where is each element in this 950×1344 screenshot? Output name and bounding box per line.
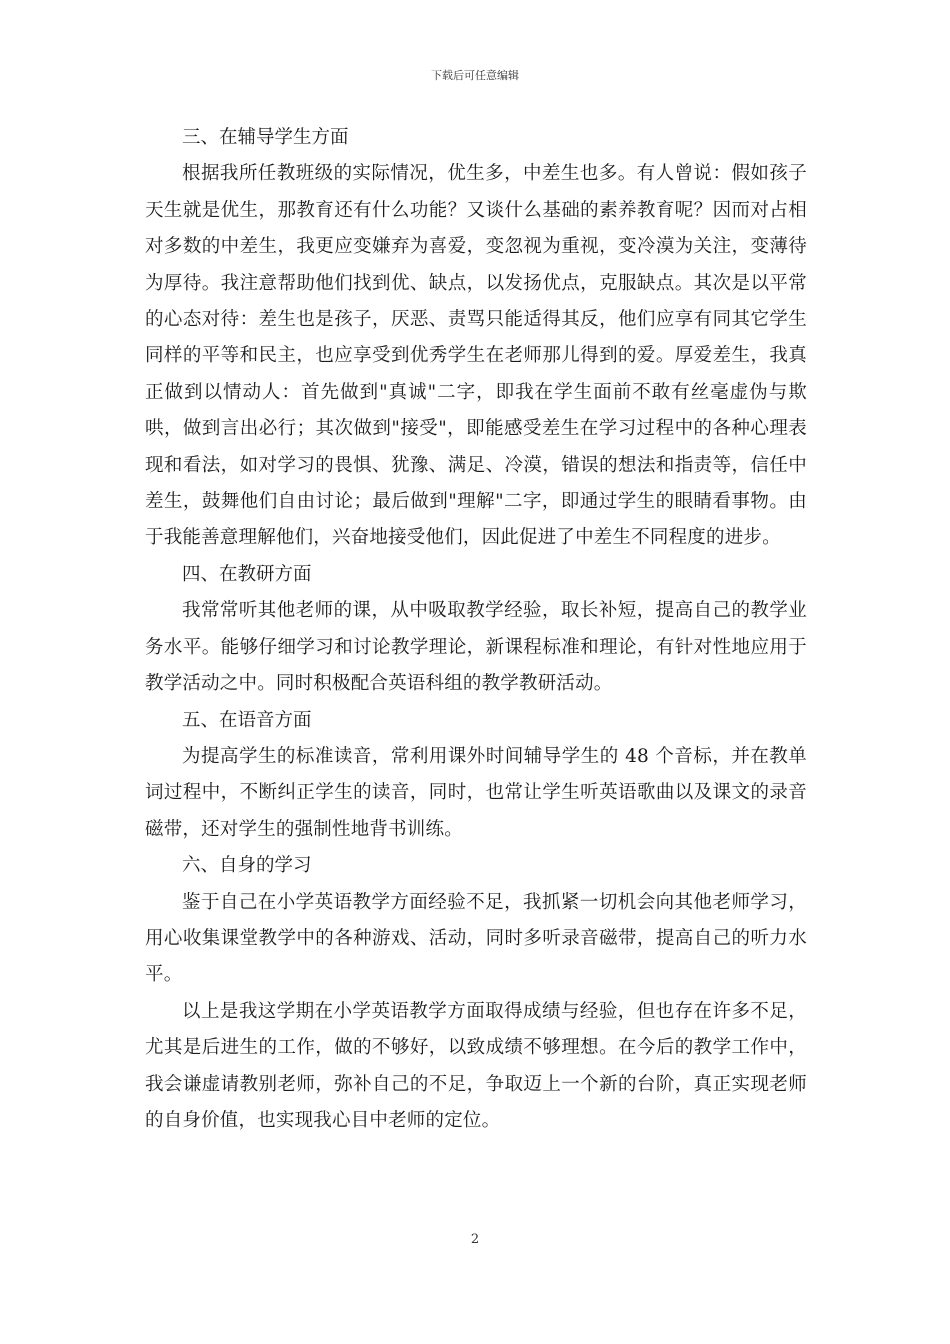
section-heading-self-study: 六、自身的学习 — [182, 855, 312, 877]
paragraph-conclusion: 以上是我这学期在小学英语教学方面取得成绩与经验，但也存在许多不足，尤其是后进生的工作，做的不够好，以致成绩不够理想。在今后的教学工作中，我会谦虚请教别老师，弥补自己的不足，争取迈上一个新的台阶，真正实现老师的自身价值，也实现我心目中老师的定位。 — [145, 1000, 807, 1131]
section-heading-research: 四、在教研方面 — [182, 563, 312, 585]
page-number: 2 — [470, 1232, 480, 1247]
section-heading-tutoring: 三、在辅导学生方面 — [182, 127, 349, 148]
section-heading-pronunciation: 五、在语音方面 — [182, 709, 312, 731]
paragraph-self-study: 鉴于自己在小学英语教学方面经验不足，我抓紧一切机会向其他老师学习，用心收集课堂教学中的各种游戏、活动，同时多听录音磁带，提高自己的听力水平。 — [145, 891, 807, 986]
paragraph-tutoring: 根据我所任教班级的实际情况，优生多，中差生也多。有人曾说：假如孩子天生就是优生，那教育还有什么功能？又谈什么基础的素养教育呢？因而对占相对多数的中差生，我更应变嫌弃为喜爱，变忽视为重视，变冷漠为关注，变薄待为厚待。我注意帮助他们找到优、缺点，以发扬优点，克服缺点。其次是以平常的心态对待：差生也是孩子，厌恶、责骂只能适得其反，他们应享有同其它学生同样的平等和民主，也应享受到优秀学生在老师那儿得到的爱。厚爱差生，我真正做到以情动人：首先做到"真诚"二字，即我在学生面前不敢有丝毫虚伪与欺哄，做到言出必行；其次做到"接受"，即能感受差生在学习过程中的各种心理表现和看法，如对学习的畏惧、犹豫、满足、冷漠，错误的想法和指责等，信任中差生，鼓舞他们自由讨论；最后做到"理解"二字，即通过学生的眼睛看事物。由于我能善意理解他们，兴奋地接受他们，因此促进了中差生不同程度的进步。 — [145, 163, 807, 549]
page-header: 下载后可任意编辑 — [431, 69, 519, 82]
document-body — [145, 120, 807, 1139]
paragraph-pronunciation: 为提高学生的标准读音，常利用课外时间辅导学生的 48 个音标，并在教单词过程中，不断纠正学生的读音，同时，也常让学生听英语歌曲以及课文的录音磁带，还对学生的强制性地背书训练。 — [145, 745, 807, 840]
paragraph-research: 我常常听其他老师的课，从中吸取教学经验，取长补短，提高自己的教学业务水平。能够仔细学习和讨论教学理论，新课程标准和理论，有针对性地应用于教学活动之中。同时积极配合英语科组的教学教研活动。 — [145, 600, 807, 695]
